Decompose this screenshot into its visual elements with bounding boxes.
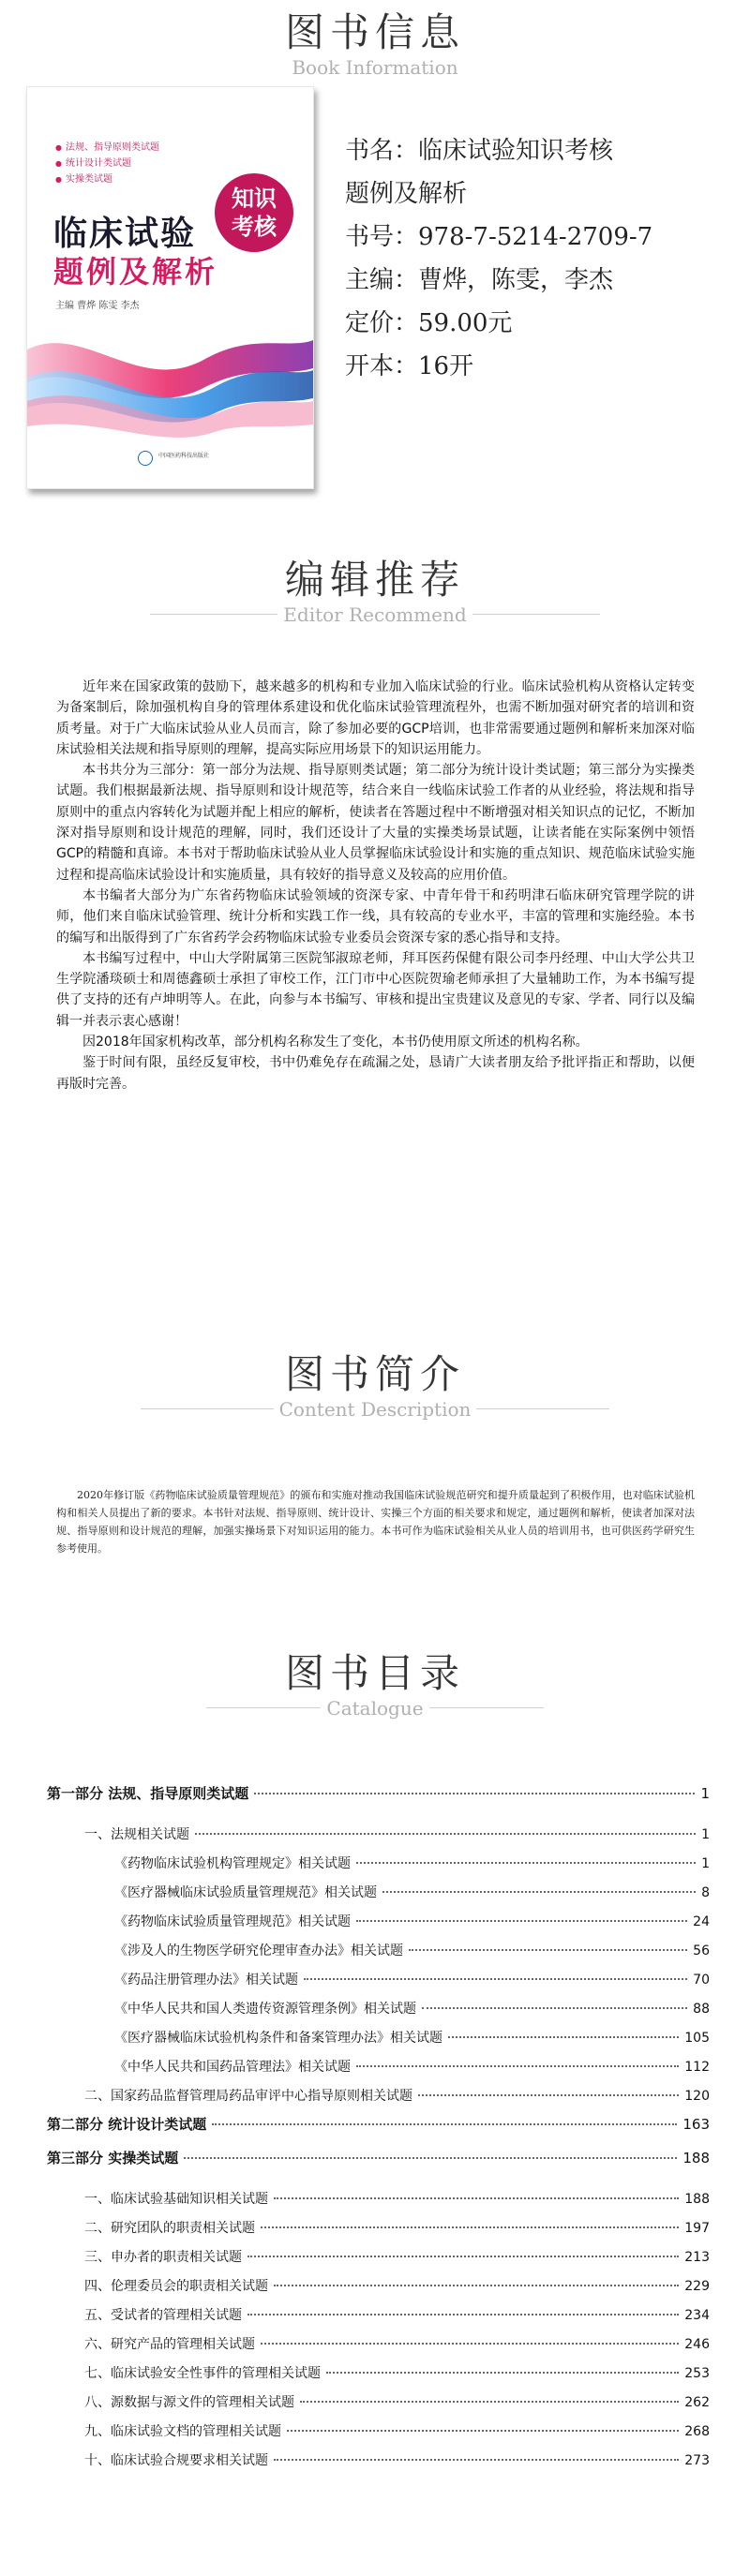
toc-leader-dots (356, 1862, 696, 1864)
section-title: 图书目录 (284, 1650, 465, 1696)
toc-page-number: 273 (684, 2453, 710, 2468)
toc-page-number: 105 (684, 2031, 710, 2046)
publisher-logo (138, 451, 153, 466)
toc-part-row (47, 2148, 710, 2167)
book-format: 开本：16开 (345, 352, 474, 380)
toc-page-number: 262 (684, 2395, 710, 2410)
toc-title: 《药物临床试验质量管理规范》相关试题 (114, 1914, 351, 1929)
section-header-catalogue (0, 1650, 750, 1720)
toc-title: 十、临床试验合规要求相关试题 (84, 2453, 268, 2468)
section-header-content (0, 1351, 750, 1421)
toc-leader-dots (356, 1920, 687, 1922)
toc-title: 七、临床试验安全性事件的管理相关试题 (84, 2366, 321, 2381)
toc-row (47, 1824, 710, 1843)
toc-title: 四、伦理委员会的职责相关试题 (84, 2279, 268, 2294)
toc-row (47, 2363, 710, 2382)
toc-page-number: 213 (684, 2250, 710, 2265)
toc-title: 五、受试者的管理相关试题 (84, 2308, 242, 2323)
toc-leader-dots (261, 2343, 679, 2345)
toc-page-number: 188 (684, 2192, 710, 2207)
toc-page-number: 163 (682, 2116, 710, 2133)
toc-title: 《医疗器械临床试验质量管理规范》相关试题 (114, 1885, 377, 1900)
toc-row (47, 1854, 710, 1872)
toc-page-number: 1 (700, 1785, 710, 1802)
section-subtitle: Catalogue (321, 1697, 428, 1720)
toc-page-number: 197 (684, 2221, 710, 2236)
toc-leader-dots (274, 2459, 679, 2461)
toc-row (47, 2247, 710, 2266)
toc-title: 第三部分 实操类试题 (47, 2150, 179, 2167)
toc-page-number: 246 (684, 2337, 710, 2352)
paragraph: 鉴于时间有限，虽经反复审校，书中仍难免存在疏漏之处，恳请广大读者朋友给予批评指正和帮助，以便再版时完善。 (56, 1055, 695, 1092)
toc-title: 二、研究团队的职责相关试题 (84, 2221, 255, 2236)
editor-recommendation (56, 677, 695, 1094)
toc-page-number: 253 (684, 2366, 710, 2381)
cover-bullet: ● 法规、指导原则类试题 (55, 140, 159, 156)
cover-editors: 主编 曹烨 陈雯 李杰 (55, 301, 140, 311)
toc-row (47, 2392, 710, 2411)
toc-leader-dots (418, 2094, 679, 2096)
book-info (345, 129, 652, 388)
cover-bullet: ● 实操类试题 (55, 171, 159, 187)
toc-title: 第二部分 统计设计类试题 (47, 2116, 207, 2133)
toc-row (47, 1941, 710, 1959)
toc-leader-dots (287, 2430, 679, 2432)
toc-row (47, 2450, 710, 2469)
toc-page-number: 56 (693, 1943, 710, 1958)
toc-row (47, 2189, 710, 2208)
toc-page-number: 1 (701, 1856, 710, 1871)
toc-row (47, 2276, 710, 2295)
book-cover (26, 86, 314, 489)
toc-title: 《涉及人的生物医学研究伦理审查办法》相关试题 (114, 1943, 403, 1958)
toc-row (47, 2334, 710, 2353)
toc-page-number: 229 (684, 2279, 710, 2294)
toc-page-number: 268 (684, 2424, 710, 2439)
toc-leader-dots (274, 2197, 679, 2199)
toc-leader-dots (448, 2036, 679, 2038)
toc-title: 二、国家药品监督管理局药品审评中心指导原则相关试题 (84, 2089, 412, 2104)
toc-leader-dots (274, 2285, 679, 2286)
cover-title: 临床试验 (53, 215, 197, 253)
toc-title: 第一部分 法规、指导原则类试题 (47, 1785, 249, 1802)
toc-title: 《药物临床试验机构管理规定》相关试题 (114, 1856, 351, 1871)
toc-leader-dots (326, 2372, 679, 2374)
toc-page-number: 234 (684, 2308, 710, 2323)
toc-leader-dots (254, 1793, 695, 1794)
cover-subtitle: 题例及解析 (53, 254, 218, 290)
toc-leader-dots (356, 2065, 679, 2067)
paragraph: 近年来在国家政策的鼓励下，越来越多的机构和专业加入临床试验的行业。临床试验机构从资格认定转变为备案制后，除加强机构自身的管理体系建设和优化临床试验管理流程外，也需不断加强对研究者的培训和资质考量。对于广大临床试验从业人员而言，除了参加必要的GCP培训，也非常需要通过题例和解析来加深对临床试验相关法规和指导原则的理解，提高实际应用场景下的知识运用能力。 (56, 679, 695, 757)
toc-title: 《中华人民共和国药品管理法》相关试题 (114, 2060, 351, 2075)
book-isbn: 书号：978-7-5214-2709-7 (345, 223, 653, 251)
cover-badge-line: 考核 (232, 214, 277, 240)
toc-leader-dots (248, 2314, 679, 2315)
toc-title: 《医疗器械临床试验机构条件和备案管理办法》相关试题 (114, 2031, 442, 2046)
section-subtitle: Book Information (286, 56, 463, 79)
toc-page-number: 8 (701, 1885, 710, 1900)
paragraph: 本书编写过程中，中山大学附属第三医院邹淑琼老师，拜耳医药保健有限公司李丹经理、中山大学公共卫生学院潘琰硕士和周德鑫硕士承担了审校工作，江门市中心医院贺瑜老师承担了大量辅助工作，为本书编写提供了支持的还有卢坤明等人。在此，向参与本书编写、审核和提出宝贵建议及意见的专家、学者、同行以及编辑一并表示衷心感谢！ (56, 950, 695, 1029)
toc-leader-dots (304, 1978, 687, 1980)
toc-row (47, 2028, 710, 2047)
toc-page-number: 70 (693, 1973, 710, 1988)
toc-leader-dots (184, 2157, 677, 2159)
cover-badge (215, 173, 293, 252)
section-title: 图书信息 (284, 9, 465, 55)
paragraph: 本书编者大部分为广东省药物临床试验领域的资深专家、中青年骨干和药明津石临床研究管理学院的讲师，他们来自临床试验管理、统计分析和实践工作一线，具有较高的专业水平，丰富的管理和实施经验。本书的编写和出版得到了广东省药学会药物临床试验专业委员会资深专家的悉心指导和支持。 (56, 887, 695, 946)
toc-leader-dots (212, 2123, 677, 2125)
book-name-cont: 题例及解析 (345, 180, 468, 208)
toc-row (47, 1912, 710, 1930)
toc-title: 六、研究产品的管理相关试题 (84, 2337, 255, 2352)
cover-wave-art (27, 312, 313, 453)
book-name: 书名：临床试验知识考核 (345, 137, 614, 165)
toc-row (47, 2057, 710, 2076)
toc-leader-dots (195, 1833, 696, 1835)
paragraph: 2020年修订版《药物临床试验质量管理规范》的颁布和实施对推动我国临床试验规范研究和提升质量起到了积极作用，也对临床试验机构和相关人员提出了新的要求。本书针对法规、指导原则、统计设计、实操三个方面的相关要求和规定，通过题例和解析，使读者加深对法规、指导原则和设计规范的理解，加强实操场景下对知识运用的能力。本书可作为临床试验相关从业人员的培训用书，也可供医药学研究生参考使用。 (56, 1489, 695, 1555)
toc-part-row (47, 2114, 710, 2134)
toc-part-row (47, 1783, 710, 1803)
toc-row (47, 1999, 710, 2018)
section-title: 图书简介 (284, 1351, 465, 1397)
toc-title: 三、申办者的职责相关试题 (84, 2250, 242, 2265)
section-subtitle: Editor Recommend (278, 603, 472, 626)
toc-leader-dots (409, 1949, 687, 1951)
toc-page-number: 88 (693, 2002, 710, 2017)
toc-leader-dots (248, 2256, 679, 2257)
toc-row (47, 2305, 710, 2324)
section-title: 编辑推荐 (284, 557, 465, 603)
toc-page-number: 112 (684, 2060, 710, 2075)
toc-leader-dots (300, 2401, 679, 2403)
toc-row (47, 2421, 710, 2440)
toc-title: 一、法规相关试题 (84, 1827, 189, 1842)
content-description (56, 1486, 695, 1557)
toc-leader-dots (422, 2007, 687, 2009)
paragraph: 本书共分为三部分：第一部分为法规、指导原则类试题；第二部分为统计设计类试题；第三部分为实操类试题。我们根据最新法规、指导原则和设计规范等，结合来自一线临床试验工作者的从业经验，将法规和指导原则中的重点内容转化为试题并配上相应的解析，使读者在答题过程中不断增强对相关知识点的记忆，不断加深对指导原则和设计规范的理解，同时，我们还设计了大量的实操类场景试题，让读者能在实际案例中领悟GCP的精髓和真谛。本书对于帮助临床试验从业人员掌握临床试验设计和实施的重点知识、规范临床试验实施过程和提高临床试验设计和实施质量，具有较好的指导意义及较高的应用价值。 (56, 763, 695, 883)
toc-title: 八、源数据与源文件的管理相关试题 (84, 2395, 294, 2410)
toc-page-number: 24 (693, 1914, 710, 1929)
section-header-info (0, 9, 750, 79)
toc-row (47, 1970, 710, 1988)
paragraph: 因2018年国家机构改革，部分机构名称发生了变化，本书仍使用原文所述的机构名称。 (82, 1035, 589, 1050)
section-header-recommend (0, 557, 750, 626)
toc-leader-dots (261, 2226, 679, 2228)
toc-row (47, 2218, 710, 2237)
toc-title: 九、临床试验文档的管理相关试题 (84, 2424, 281, 2439)
toc-title: 《药品注册管理办法》相关试题 (114, 1973, 298, 1988)
cover-bullets (55, 140, 159, 187)
toc-page-number: 120 (684, 2089, 710, 2104)
book-price: 定价：59.00元 (345, 309, 513, 337)
toc-row (47, 2086, 710, 2105)
toc-leader-dots (382, 1891, 696, 1893)
toc-title: 一、临床试验基础知识相关试题 (84, 2192, 268, 2207)
toc-title: 《中华人民共和国人类遗传资源管理条例》相关试题 (114, 2002, 416, 2017)
cover-badge-line: 知识 (232, 186, 277, 212)
book-editors: 主编：曹烨，陈雯，李杰 (345, 266, 614, 294)
toc-page-number: 1 (701, 1827, 710, 1842)
cover-publisher: 中国医药科技出版社 (158, 453, 210, 459)
section-subtitle: Content Description (274, 1398, 477, 1421)
cover-bullet: ● 统计设计类试题 (55, 156, 159, 171)
toc-row (47, 1883, 710, 1901)
toc-page-number: 188 (682, 2150, 710, 2167)
